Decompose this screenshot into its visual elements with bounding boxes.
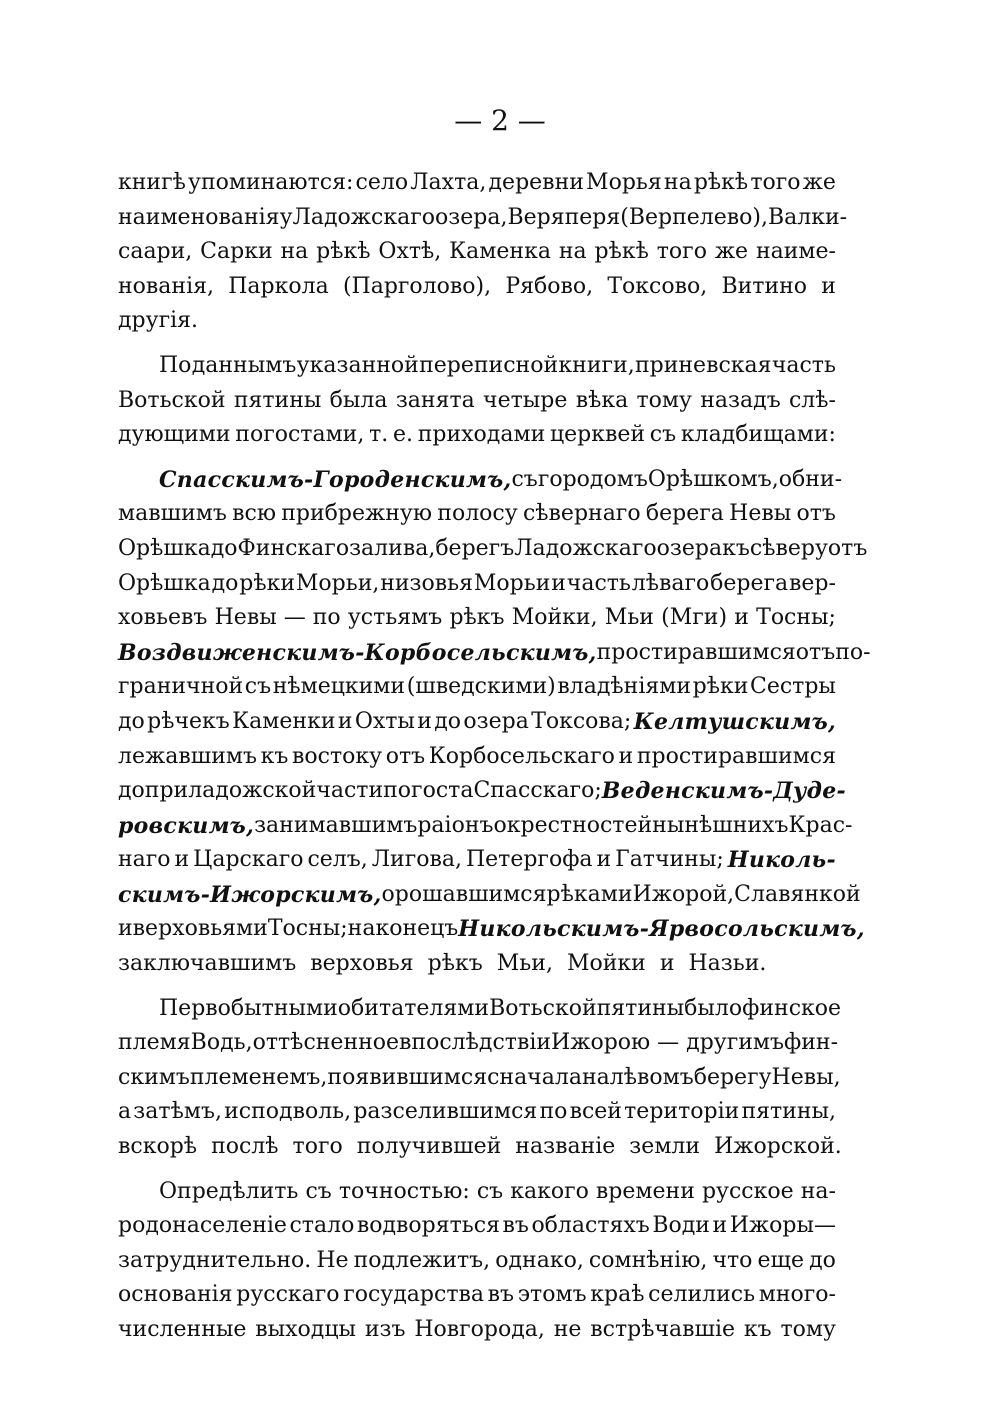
text-line [118,497,836,532]
word: въ [487,1282,515,1308]
text-line [118,705,836,740]
word: стало [289,1213,355,1239]
word: Веряперя [507,204,621,230]
text-line [118,774,846,809]
word: въ [502,1213,529,1239]
word: територіи [624,1099,740,1125]
word: выходцы [255,1317,356,1342]
word: всю [232,501,276,527]
word: а [118,1099,132,1125]
place-name: Келтушскимъ, [633,708,836,735]
word: Славянкой [734,881,861,907]
word: Тосны; [756,605,836,631]
word: Мойки, [511,605,598,631]
word: того [750,170,801,195]
word: съ [305,1178,332,1204]
word: численные [118,1317,247,1342]
word: рѣки [692,674,749,700]
word: владѣніями [557,674,692,700]
word: берегъ [435,535,515,561]
word: разселившимся [353,1099,538,1125]
text-line [118,601,836,636]
word: церквей [549,422,646,448]
word: Тосны; [267,916,348,942]
word: рѣчекъ [147,708,230,734]
text-line [118,1244,836,1279]
word: названіе [515,1134,616,1160]
word: однако, [495,1247,584,1273]
word: и [734,605,749,631]
text-line [118,304,836,339]
paragraph [118,992,842,1165]
word: даннымъ [191,352,297,378]
place-name: ровскимъ, [118,812,255,839]
word: деревни [488,170,584,195]
word: того [656,239,707,265]
word: Сестры [749,674,836,700]
text-line [118,1026,839,1061]
word: орошавшимся [381,881,547,907]
word: вскорѣ [118,1134,198,1160]
word: указанной [296,352,419,378]
place-name: Спасскимъ-Городенскимъ, [159,466,512,493]
word: полосу [437,501,518,527]
text-line [118,1061,841,1096]
word: по [539,1099,568,1125]
word: земли [629,1134,701,1160]
place-name: Воздвиженскимъ-Корбосельскимъ, [118,639,597,666]
word: и [337,708,353,734]
word: съ [649,422,677,448]
word: вер- [789,570,836,596]
word: прибрежную [281,501,433,527]
word: заключавшимъ [118,951,297,977]
word: четыре [483,387,568,413]
word: Финскаго [237,535,350,561]
word: Каменки [232,708,336,734]
word: наиме- [755,239,836,265]
word: окрестностей [493,812,653,838]
text-line [118,201,848,236]
text-line [118,912,865,947]
word: (шведскими) [406,674,556,700]
text-line [118,1175,836,1210]
word: сначала [487,1064,582,1090]
word: граничной [118,674,244,700]
word: водворяться [356,1213,500,1239]
place-name: Веденскимъ-Дуде- [601,778,846,805]
word: тому [636,387,692,413]
word: этомъ [517,1282,587,1308]
word: и [712,1213,728,1239]
word: рѣками [546,881,633,907]
word: верховьями [132,916,268,942]
word: обитателями [337,995,490,1021]
word: затѣмъ, [133,1099,222,1125]
word: оттѣсненное [252,1030,400,1056]
word: нѣмецкими [272,674,406,700]
word: на [581,1064,610,1090]
word: раіонъ [417,812,494,838]
word: появившимся [327,1064,488,1090]
word: селъ, [307,847,368,873]
word: тому [780,1317,836,1342]
word: племя [118,1030,191,1056]
word: озера [463,708,529,734]
word: была [329,387,388,413]
word: Лигова, [371,847,462,873]
word: часть [566,570,631,596]
word: много- [758,1282,836,1308]
word: на [663,170,692,195]
word: лѣваго [631,570,710,596]
word: Невы — по [214,605,341,631]
word: берегу [693,1064,772,1090]
word: на- [800,1178,836,1204]
word: Мьи, [496,951,553,977]
word: къ [260,743,289,769]
word: Орѣшка [118,535,211,561]
word: русское [701,1178,794,1204]
text-line [118,878,861,913]
word: Ижоры— [729,1213,836,1239]
word: занимавшимъ [254,812,418,838]
place-name: Никольскимъ-Ярвосольскимъ, [458,916,865,943]
word: переписной [419,352,559,378]
text-line [118,567,836,602]
word: По [159,352,192,378]
word: до [434,708,462,734]
word: Валки- [768,204,848,230]
word: Паркола [228,273,329,299]
word: Ижорской. [714,1134,842,1160]
word: послѣ [211,1134,279,1160]
word: мавшимъ [118,501,227,527]
word: наго [118,847,171,873]
word: рѣкѣ [594,239,649,265]
word: приладожской [144,778,317,804]
word: отъ [795,639,836,665]
word: е. [392,422,413,448]
word: сѣверу [749,535,828,561]
word: берега [710,570,789,596]
word: низовья [380,570,474,596]
word: озера [656,535,723,561]
word: Токсово, [607,273,708,299]
word: русскаго [236,1282,340,1308]
word: и [618,743,634,769]
word: книги, [558,352,635,378]
word: (Верпелево), [620,204,768,230]
word: пятины [596,995,685,1021]
word: Невы, [771,1064,841,1090]
word: того [292,1134,343,1160]
word: изъ [364,1317,406,1342]
word: отъ [385,743,426,769]
word: съ [476,1178,504,1204]
word: скимъ [118,1064,190,1090]
word: верховья [310,951,414,977]
word: же [802,170,836,195]
word: рѣкѣ [316,239,371,265]
text-line [118,740,836,775]
word: погостами, [235,422,365,448]
word: Невы [729,501,792,527]
page-number: — 2 — [454,104,546,137]
word: залива, [349,535,436,561]
word: слѣ- [788,387,836,413]
word: времени [595,1178,695,1204]
word: ховьевъ [118,605,208,631]
word: сѣвернаго [522,501,641,527]
word: часть [771,352,836,378]
word: Морьи [473,570,551,596]
text-line [118,384,836,419]
word: до [118,708,145,734]
word: Охтѣ, [378,239,442,265]
word: (Мги) [661,605,728,631]
place-name: скимъ-Ижорскимъ, [118,881,382,908]
word: исподволь, [224,1099,352,1125]
word: назадъ [700,387,781,413]
word: къ [743,1317,772,1342]
word: пятины, [741,1099,836,1125]
word: основанія [118,1282,233,1308]
word: Лахта, [410,170,487,195]
word: Первобытными [159,995,338,1021]
word: отъ [796,501,836,527]
word: простиравшимся [636,743,836,769]
word: части [316,778,384,804]
word: съ [244,674,272,700]
word: (Парголово), [342,273,492,299]
word: саари, [118,239,193,265]
word: же [714,239,749,265]
text-line [118,463,842,498]
word: наконецъ [347,916,459,942]
word: Рябово, [505,273,594,299]
word: сомнѣнію, [588,1247,708,1273]
word: берега [645,501,724,527]
word: Вотьской [118,387,226,413]
word: до [809,1247,836,1273]
word: и [596,847,612,873]
word: селились [648,1282,756,1308]
word: государства [343,1282,484,1308]
word: какого [510,1178,589,1204]
word: рѣкъ [427,951,483,977]
word: у [279,204,293,230]
word: и [821,273,836,299]
word: озера, [434,204,508,230]
word: Орѣшкомъ, [647,466,779,492]
word: книгѣ [118,170,186,195]
word: на [558,239,587,265]
word: упоминаются: [188,170,354,195]
word: приходами [417,422,546,448]
word: и [118,916,133,942]
word: на [280,239,309,265]
word: рѣкѣ [693,170,749,195]
place-name: Николь- [727,847,836,874]
text-line [118,270,836,305]
text-line [118,1209,836,1244]
text-line [118,418,836,453]
word: что [712,1247,753,1273]
word: рѣки [239,570,295,596]
word: по- [835,639,871,665]
word: Мьи [604,605,654,631]
word: дующими [118,422,231,448]
word: Морья [586,170,662,195]
word: простиравшимся [596,639,796,665]
text-line [118,1130,842,1165]
word: другія. [118,308,199,334]
word: Корбосельскаго [428,743,615,769]
word: еще [757,1247,805,1273]
text-line [118,1095,836,1130]
word: приневская [634,352,772,378]
word: съ [511,466,538,492]
text-line [118,166,836,201]
word: точностью: [338,1178,470,1204]
word: и [659,951,675,977]
word: Новгорода, [414,1317,545,1342]
word: Гатчины; [615,847,724,873]
text-line [118,947,836,982]
word: и [417,708,432,734]
word: получившей [356,1134,502,1160]
word: Крас- [788,812,853,838]
word: фин- [784,1030,839,1056]
word: краѣ [590,1282,645,1308]
word: подлежитъ, [353,1247,491,1273]
word: Витино [721,273,808,299]
word: Водь, [190,1030,253,1056]
word: Сарки [200,239,273,265]
word: Морьи, [295,570,380,596]
paragraph [118,166,848,339]
word: и [174,847,190,873]
word: вѣка [575,387,629,413]
word: нынѣшнихъ [652,812,789,838]
word: Мойки [566,951,646,977]
word: Не [316,1247,349,1273]
text-line [118,843,836,878]
word: наименованія [118,204,280,230]
word: лежавшимъ [118,743,257,769]
text-line [118,636,871,671]
text-line [118,349,836,384]
word: нованія, [118,273,214,299]
word: устьямъ [347,605,443,631]
word: Царскаго [193,847,304,873]
word: Ижорой, [632,881,735,907]
word: Петергофа [465,847,593,873]
word: племенемъ, [189,1064,328,1090]
word: Ладожскаго [514,535,657,561]
text-line [118,992,842,1027]
word: Спасскаго; [473,778,602,804]
word: Охты [354,708,415,734]
body-text [118,166,871,1348]
word: городомъ [537,466,648,492]
word: село [355,170,409,195]
word: областяхъ [531,1213,650,1239]
word: Каменка [449,239,551,265]
word: и [551,570,566,596]
word: т. [369,422,389,448]
word: къ [722,535,750,561]
paragraph [118,1175,836,1348]
word: финское [742,995,842,1021]
word: родонаселеніе [118,1213,287,1239]
word: встрѣчавшіе [590,1317,736,1342]
word: до [118,778,145,804]
text-line [118,235,836,270]
word: рѣкъ [449,605,505,631]
word: Опредѣлить [159,1178,299,1204]
word: пятины [233,387,322,413]
word: до [211,570,239,596]
word: Ладожскаго [292,204,435,230]
word: Орѣшка [118,570,211,596]
word: до [210,535,238,561]
word: Назьи. [688,951,767,977]
text-line [118,670,836,705]
word: погоста [383,778,474,804]
paragraph [118,349,836,453]
word: всей [569,1099,622,1125]
paragraph [118,463,871,982]
word: Ижорою — другимъ [551,1030,785,1056]
word: Води [652,1213,710,1239]
text-line [118,1313,836,1348]
text-line [118,809,853,844]
word: затруднительно. [118,1247,312,1273]
word: обни- [778,466,842,492]
text-line [118,532,868,567]
word: занята [395,387,475,413]
word: отъ [827,535,868,561]
word: не [553,1317,582,1342]
word: лѣвомъ [609,1064,694,1090]
word: Вотьской [489,995,597,1021]
word: Токсова; [531,708,632,734]
text-line [118,1278,836,1313]
word: востоку [292,743,383,769]
word: кладбищами: [680,422,836,448]
word: было [684,995,743,1021]
word: впослѣдствіи [399,1030,552,1056]
